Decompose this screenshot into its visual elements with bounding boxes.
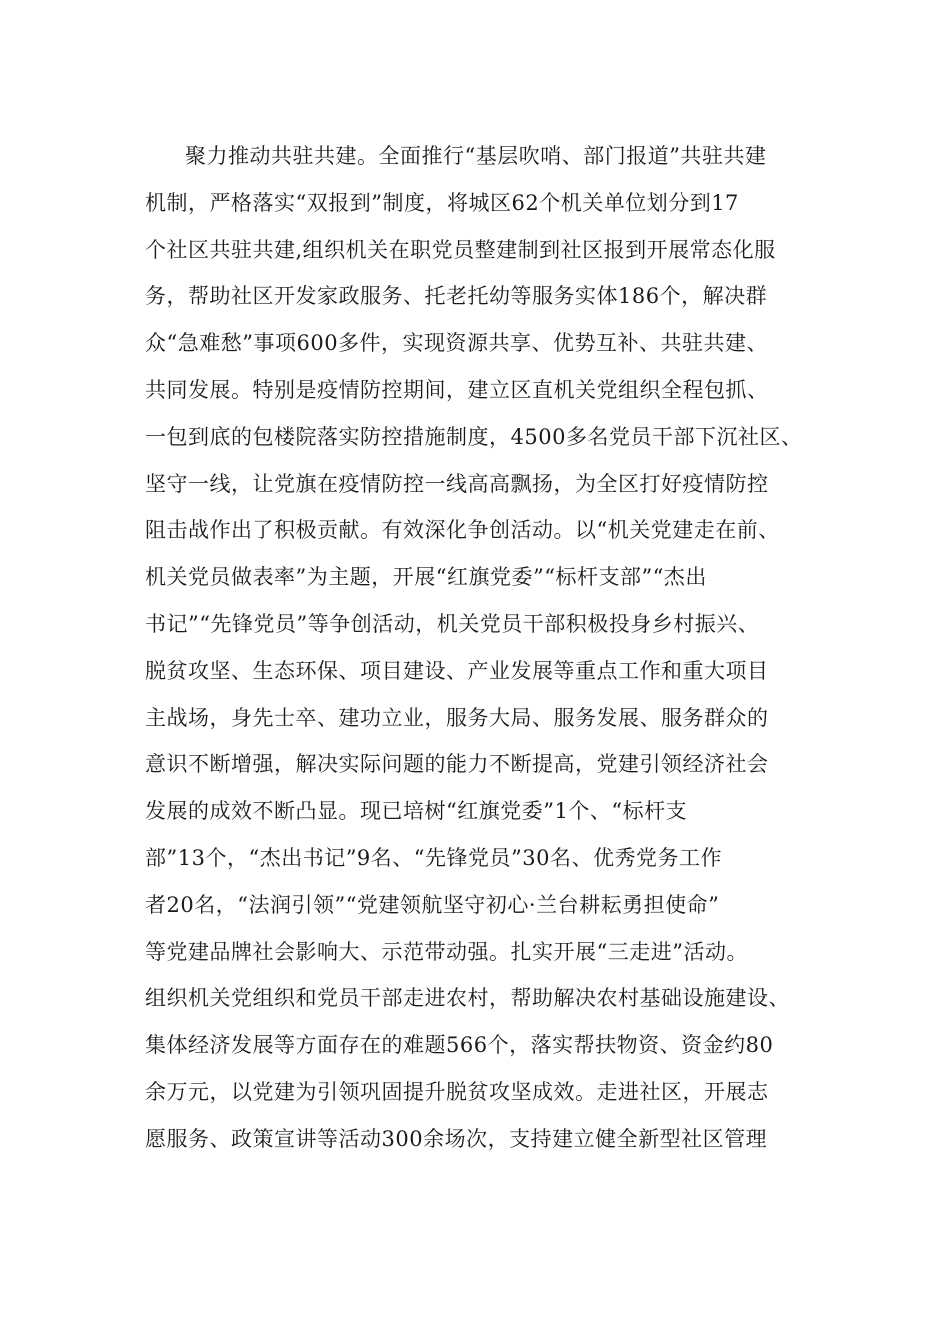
- paragraph-line: 者20名，“法润引领”“党建领航坚守初心·兰台耕耘勇担使命”: [145, 892, 720, 917]
- paragraph-line: 众“急难愁”事项600多件，实现资源共享、优势互补、共驻共建、: [145, 331, 769, 356]
- paragraph-line: 机制，严格落实“双报到”制度，将城区62个机关单位划分到17: [145, 190, 739, 215]
- paragraph-line: 余万元，以党建为引领巩固提升脱贫攻坚成效。走进社区，开展志: [145, 1079, 769, 1104]
- paragraph-line: 机关党员做表率”为主题，开展“红旗党委”“标杆支部”“杰出: [145, 565, 707, 590]
- paragraph-line: 一包到底的包楼院落实防控措施制度，4500多名党员干部下沉社区、: [145, 424, 803, 449]
- paragraph-line: 坚守一线，让党旗在疫情防控一线高高飘扬，为全区打好疫情防控: [145, 471, 769, 496]
- paragraph-line: 等党建品牌社会影响大、示范带动强。扎实开展“三走进”活动。: [145, 939, 748, 964]
- paragraph-line: 意识不断增强，解决实际问题的能力不断提高，党建引领经济社会: [145, 752, 769, 777]
- body-paragraph: [145, 133, 845, 1163]
- paragraph-line: 书记”“先锋党员”等争创活动，机关党员干部积极投身乡村振兴、: [145, 611, 760, 636]
- paragraph-line: 发展的成效不断凸显。现已培树“红旗党委”1个、“标杆支: [145, 799, 688, 824]
- paragraph-line: 聚力推动共驻共建。全面推行“基层吹哨、部门报道”共驻共建: [185, 144, 767, 168]
- paragraph-line: 集体经济发展等方面存在的难题566个，落实帮扶物资、资金约80: [145, 1033, 774, 1058]
- paragraph-line: 共同发展。特别是疫情防控期间，建立区直机关党组织全程包抓、: [145, 377, 769, 402]
- paragraph-line: 个社区共驻共建,组织机关在职党员整建制到社区报到开展常态化服: [145, 237, 776, 262]
- paragraph-line: 部”13个，“杰出书记”9名、“先锋党员”30名、优秀党务工作: [145, 845, 722, 870]
- paragraph-line: 愿服务、政策宣讲等活动300余场次，支持建立健全新型社区管理: [145, 1126, 768, 1151]
- paragraph-line: 组织机关党组织和党员干部走进农村，帮助解决农村基础设施建设、: [145, 986, 790, 1011]
- paragraph-line: 脱贫攻坚、生态环保、项目建设、产业发展等重点工作和重大项目: [145, 658, 769, 683]
- paragraph-line: 阻击战作出了积极贡献。有效深化争创活动。以“机关党建走在前、: [145, 518, 780, 543]
- paragraph-line: 务，帮助社区开发家政服务、托老托幼等服务实体186个，解决群: [145, 284, 768, 309]
- paragraph-line: 主战场，身先士卒、建功立业，服务大局、服务发展、服务群众的: [145, 705, 769, 730]
